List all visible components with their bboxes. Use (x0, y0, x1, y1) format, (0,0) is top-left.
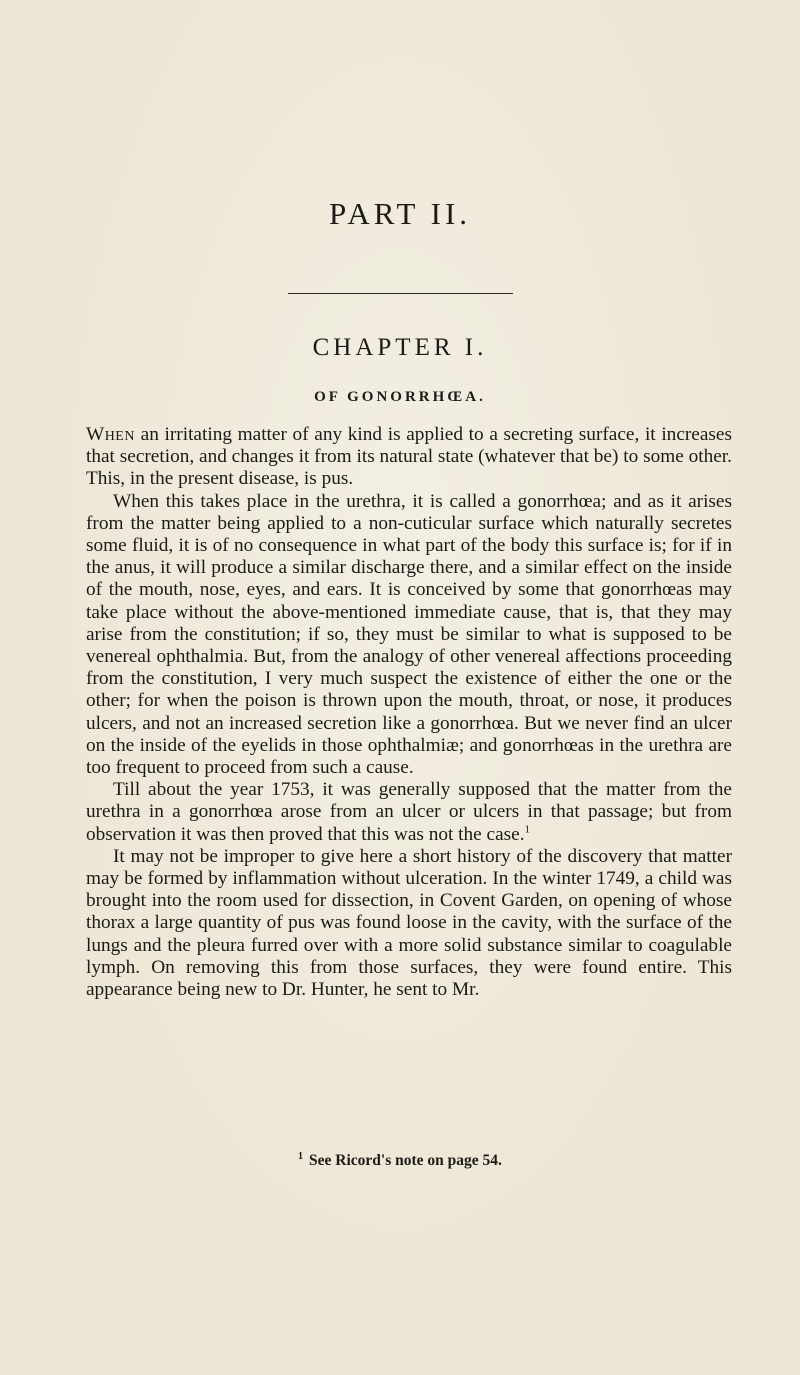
heading-divider (288, 293, 513, 294)
footnote (0, 1151, 800, 1170)
chapter-title: CHAPTER I. (312, 334, 488, 361)
footnote-reference[interactable]: 1 (524, 823, 531, 836)
paragraph-1 (86, 424, 732, 491)
paragraph-1-lead-word: When (86, 424, 135, 445)
paragraph-2: When this takes place in the urethra, it is called a gonorrhœa; and as it arises from the matter being applied to a non-cuticular surface which naturally secretes some fluid, it is of no consequence in what part of the body this surface is; for if in the anus, it will produce a similar discharge there, and a similar effect on the inside of the mouth, nose, eyes, and ears. It is conceived by some that gonorrhœas may take place without the above-mentioned immediate cause, that is, that they may arise from the constitution; if so, they must be similar to what is supposed to be venereal ophthalmia. But, from the analogy of other venereal affections proceeding from the constitution, I very much suspect the existence of either the one or the other; for when the poison is thrown upon the mouth, throat, or nose, it produces ulcers, and not an increased secretion like a gonorrhœa. But we never find an ulcer on the inside of the eyelids in those ophthalmiæ; and gonorrhœas in the urethra are too frequent to proceed from such a cause. (86, 490, 732, 779)
footnote-text: See Ricord's note on page 54. (309, 1152, 502, 1170)
paragraph-3-text: Till about the year 1753, it was generally supposed that the matter from the urethra in a gonorrhœa arose from an ulcer or ulcers in that passage; but from observation it was then proved that this was not the case. (86, 779, 732, 845)
body-text (86, 424, 732, 1001)
paragraph-4: It may not be improper to give here a short history of the discovery that matter may be formed by inflammation without ulceration. In the winter 1749, a child was brought into the room used for dissection, in Covent Garden, on opening of whose thorax a large quantity of pus was found loose in the cavity, with the surface of the lungs and the pleura furred over with a more solid substance similar to coagulable lymph. On removing this from those surfaces, they were found entire. This appearance being new to Dr. Hunter, he sent to Mr. (86, 845, 732, 1001)
footnote-mark: 1 (298, 1151, 304, 1162)
paragraph-1-text: an irritating matter of any kind is applied to a secreting surface, it increases that secretion, and changes it from its natural state (whatever that be) to some other. This, in the present disease, is pus. (86, 424, 732, 490)
chapter-subtitle: OF GONORRHŒA. (314, 389, 486, 405)
paragraph-3 (86, 779, 732, 846)
part-title: PART II. (328, 196, 472, 231)
